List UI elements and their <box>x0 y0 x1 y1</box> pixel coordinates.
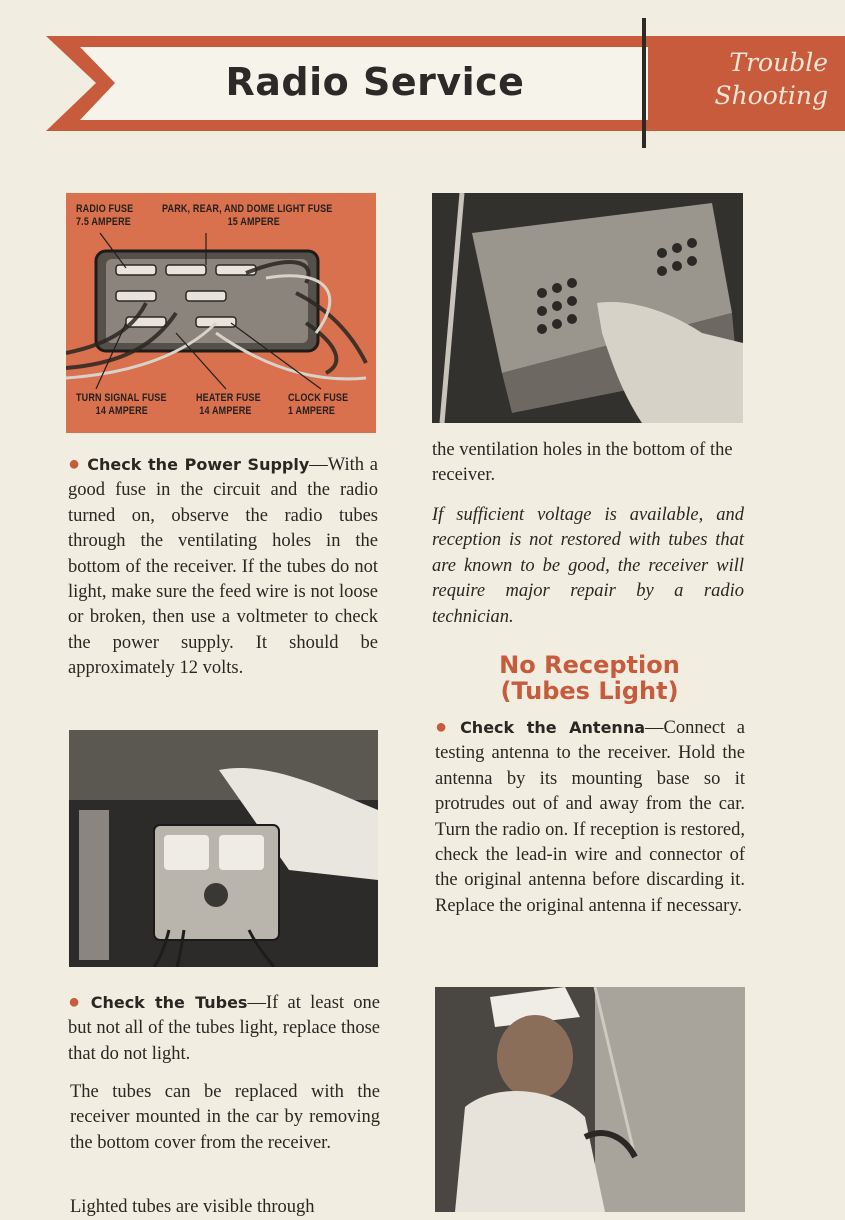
clock-fuse-label: CLOCK FUSE 1 AMPERE <box>288 392 349 417</box>
radio-fuse-label: RADIO FUSE 7.5 AMPERE <box>76 203 134 228</box>
tubes-paragraph <box>68 990 380 1067</box>
receiver-photo <box>432 193 743 423</box>
power-supply-heading: Check the Power Supply <box>87 455 310 474</box>
section-tab-line-1: Trouble <box>729 48 828 77</box>
header-divider <box>642 18 646 148</box>
lighted-tubes-paragraph: Lighted tubes are visible through <box>70 1197 315 1217</box>
antenna-paragraph <box>435 715 745 919</box>
turn-signal-fuse-label: TURN SIGNAL FUSE 14 AMPERE <box>76 392 167 417</box>
antenna-photo <box>435 987 745 1212</box>
voltmeter-photo <box>69 730 378 967</box>
antenna-text: —Connect a testing antenna to the receiver. Hold the antenna by its mounting base so it protrudes out of and away from the car. Turn the radio on. If reception is restored, check the lead-in wire and connector of the original antenna before discarding it. Replace the original antenna if necessary. <box>435 718 745 916</box>
tubes-replace-paragraph: The tubes can be replaced with the receiver mounted in the car by removing the bottom cover from the receiver. <box>70 1082 380 1153</box>
major-repair-note: If sufficient voltage is available, and reception is not restored with tubes that are known to be good, the receiver will require major repair by a radio technician. <box>432 505 744 627</box>
heater-fuse-label: HEATER FUSE 14 AMPERE <box>196 392 261 417</box>
park-fuse-label: PARK, REAR, AND DOME LIGHT FUSE 15 AMPERE <box>162 203 333 228</box>
power-supply-paragraph <box>68 452 378 682</box>
antenna-heading: Check the Antenna <box>460 718 646 737</box>
power-supply-text: —With a good fuse in the circuit and the radio turned on, observe the radio tubes through the ventilating holes in the bottom of the receiver. If the tubes do not light, make sure the feed wire is not loose or broken, then use a voltmeter to check the power supply. It should be approximately 12 volts. <box>68 455 378 679</box>
section-tab-line-2: Shooting <box>714 81 828 110</box>
no-reception-heading: No Reception (Tubes Light) <box>499 651 680 705</box>
tubes-heading: Check the Tubes <box>90 993 248 1012</box>
header-banner <box>0 0 845 160</box>
bullet-icon: ● <box>435 716 455 738</box>
page-title: Radio Service <box>225 60 525 104</box>
bullet-icon: ● <box>68 453 82 475</box>
tubes-text: —If at least one but not all of the tubes light, replace those that do not light. <box>68 993 380 1064</box>
fuse-panel-figure <box>66 193 376 433</box>
section-tab <box>648 36 845 131</box>
bullet-icon: ● <box>68 991 85 1013</box>
ventilation-paragraph: the ventilation holes in the bottom of the receiver. <box>432 440 733 486</box>
